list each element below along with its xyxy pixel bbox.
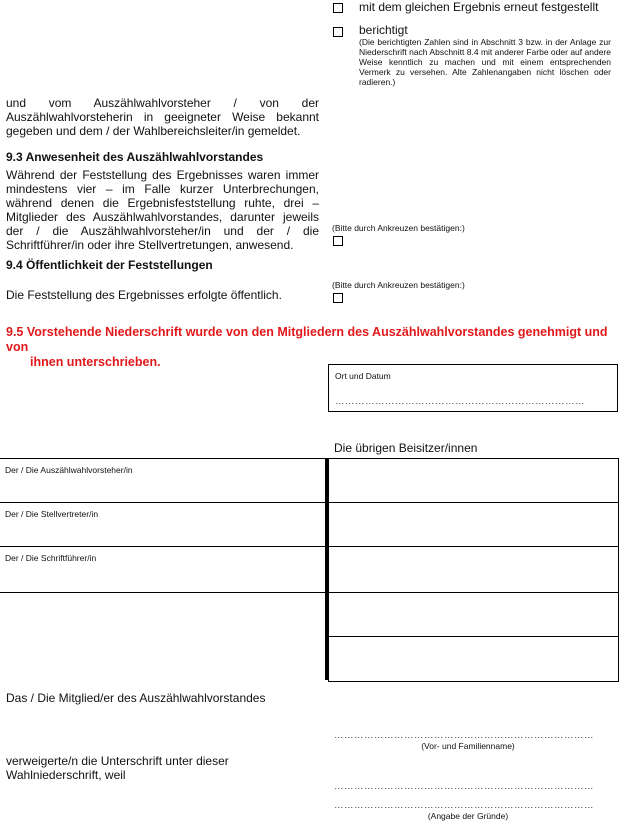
corrected-label: berichtigt [359, 23, 408, 37]
same-result-checkbox[interactable] [333, 3, 343, 13]
signature-cell-extra[interactable] [0, 592, 325, 681]
assessor-signature-2[interactable] [328, 502, 619, 547]
refusal-reasons-label: (Angabe der Gründe) [427, 811, 509, 821]
other-assessors-heading: Die übrigen Beisitzer/innen [334, 441, 478, 455]
assessor-signature-4[interactable] [328, 592, 619, 637]
place-date-label: Ort und Datum [335, 371, 391, 381]
section-9-3-confirm-hint: (Bitte durch Ankreuzen bestätigen:) [332, 223, 465, 233]
deputy-label: Der / Die Stellvertreter/in [5, 509, 99, 519]
public-confirm-checkbox[interactable] [333, 293, 343, 303]
attendance-confirm-checkbox[interactable] [333, 236, 343, 246]
refusal-name-label: (Vor- und Familienname) [421, 741, 515, 751]
section-9-5-title-line2: ihnen unterschrieben. [30, 355, 161, 369]
section-9-5-title-line1: 9.5 Vorstehende Niederschrift wurde von den Mitgliedern des Auszählwahlvorstandes genehmigt und von [6, 325, 608, 354]
assessor-signature-3[interactable] [328, 546, 619, 593]
corrected-note: (Die berichtigten Zahlen sind in Abschnitt 3 bzw. in der Anlage zur Niederschrift nach Abschnitt 8.4 mit anderer Farbe oder auf andere Weise kenntlich zu machen und mit einem entsprechenden Vermerk zu versehen. Alte Zahlenangaben nicht löschen oder radieren.) [359, 37, 611, 87]
announcement-text: und vom Auszählwahlvorsteher / von der Auszählwahlvorsteherin in geeigneter Weise bekannt gegeben und dem / der Wahlbereichsleiter/in gemeldet. [6, 96, 319, 138]
refusal-name-dots[interactable]: …………………………………………………………………… [334, 730, 594, 741]
place-date-box[interactable] [328, 364, 618, 412]
chair-label: Der / Die Auszählwahlvorsteher/in [5, 465, 133, 475]
signature-table [0, 458, 618, 680]
refusal-members-text: Das / Die Mitglied/er des Auszählwahlvorstandes [6, 691, 266, 705]
signature-cell-chair[interactable] [0, 458, 325, 503]
assessor-signature-5[interactable] [328, 636, 619, 682]
section-9-4-body: Die Feststellung des Ergebnisses erfolgte öffentlich. [6, 288, 282, 302]
refusal-reason-dots-2[interactable]: …………………………………………………………………… [334, 800, 594, 811]
secretary-label: Der / Die Schriftführer/in [5, 553, 97, 563]
assessor-signature-1[interactable] [328, 458, 619, 503]
section-9-4-title: 9.4 Öffentlichkeit der Feststellungen [6, 258, 213, 272]
section-9-3-body: Während der Feststellung des Ergebnisses waren immer mindestens vier – im Falle kurzer Unterbrechungen, während denen die Ergebnisfeststellung ruhte, drei – Mitglieder des Auszählwahlvorstandes, darunter jeweils der / die Auszählwahlvorsteher/in und der / die Schriftführer/in oder ihre Stellvertretungen, anwesend. [6, 168, 319, 252]
place-date-dots: ………………………………………………………………… [335, 396, 585, 407]
refusal-reason-dots-1[interactable]: …………………………………………………………………… [334, 781, 594, 792]
signature-cell-secretary[interactable] [0, 546, 325, 593]
signature-cell-deputy[interactable] [0, 502, 325, 547]
corrected-checkbox[interactable] [333, 27, 343, 37]
section-9-3-title: 9.3 Anwesenheit des Auszählwahlvorstandes [6, 150, 264, 164]
section-9-4-confirm-hint: (Bitte durch Ankreuzen bestätigen:) [332, 280, 465, 290]
refusal-reason-text: verweigerte/n die Unterschrift unter dieser Wahlniederschrift, weil [6, 754, 229, 782]
same-result-label: mit dem gleichen Ergebnis erneut festgestellt [359, 0, 599, 14]
